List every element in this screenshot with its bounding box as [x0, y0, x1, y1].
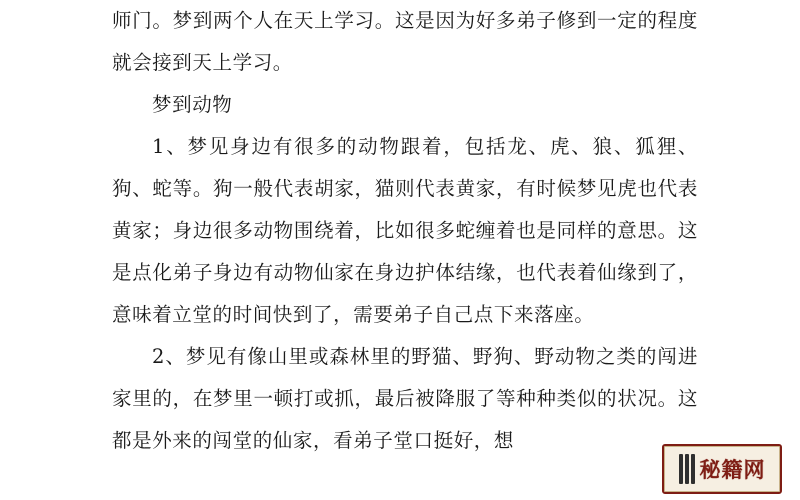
document-text-body: [112, 0, 698, 462]
paragraph-heading-dreaming-animals: 梦到动物: [152, 93, 233, 116]
paragraph-2: 1、梦见身边有很多的动物跟着，包括龙、虎、狼、狐狸、狗、蛇等。狗一般代表胡家，猫则代表黄家，有时候梦见虎也代表黄家；身边很多动物围绕着，比如很多蛇缠着也是同样的意思。这是点化弟子身边有动物仙家在身边护体结缘，也代表着仙缘到了，意味着立堂的时间快到了，需要弟子自己点下来落座。: [112, 135, 698, 326]
watermark-stamp: [662, 444, 782, 494]
book-icon: [679, 454, 695, 484]
paragraph-1: 师门。梦到两个人在天上学习。这是因为好多弟子修到一定的程度就会接到天上学习。: [112, 9, 698, 74]
watermark-text: 秘籍网: [699, 457, 766, 482]
paragraph-3: 2、梦见有像山里或森林里的野猫、野狗、野动物之类的闯进家里的，在梦里一顿打或抓，最后被降服了等种种类似的状况。这都是外来的闯堂的仙家，看弟子堂口挺好，想: [112, 345, 698, 452]
watermark-stamp-inner: [679, 454, 766, 484]
